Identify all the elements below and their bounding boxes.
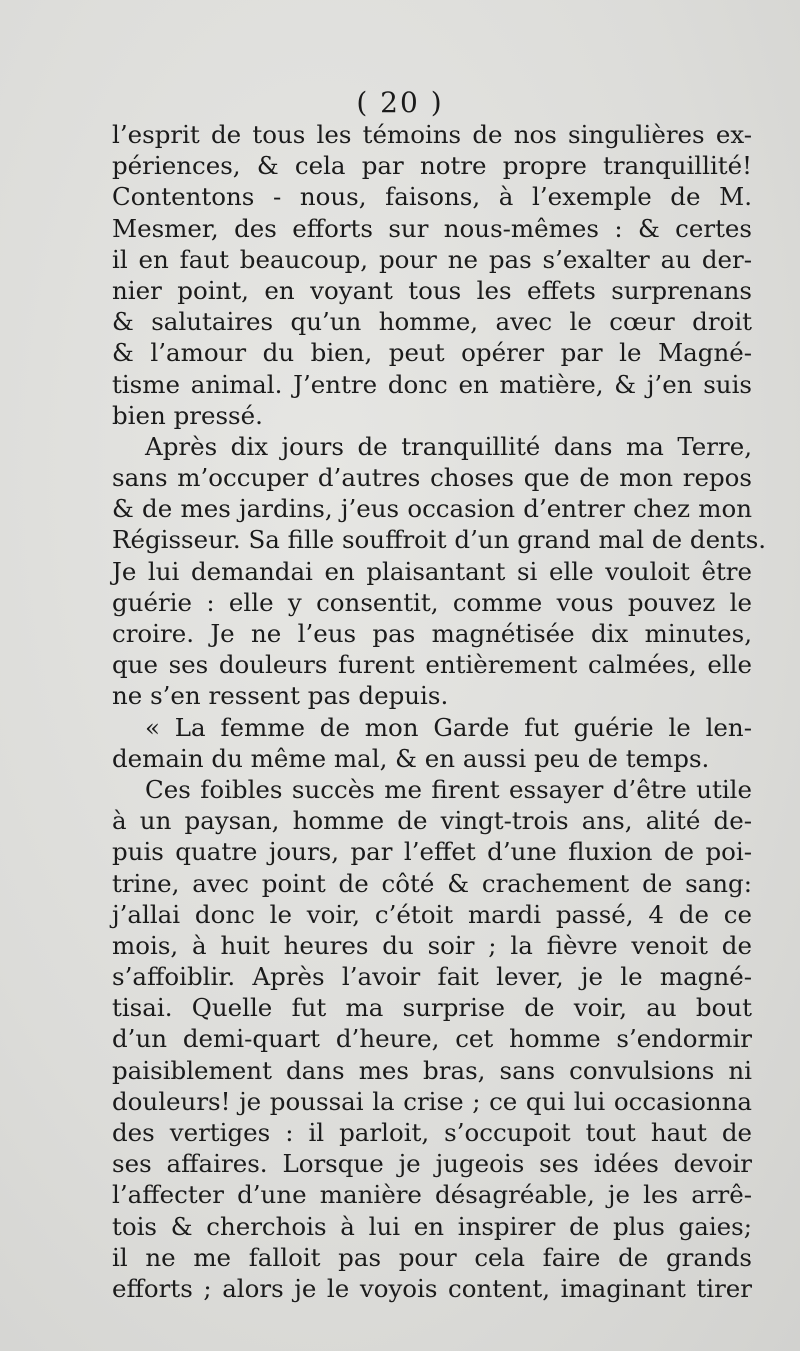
text-line: Je lui demandai en plaisantant si elle vouloit être bbox=[112, 556, 752, 586]
text-line: il ne me falloit pas pour cela faire de grands bbox=[112, 1242, 752, 1272]
text-line: ne s’en ressent pas depuis. bbox=[112, 681, 449, 711]
text-line: & salutaires qu’un homme, avec le cœur droit bbox=[112, 307, 752, 337]
text-line: ses affaires. Lorsque je jugeois ses idées devoir bbox=[112, 1149, 752, 1179]
text-line: bien pressé. bbox=[112, 400, 263, 430]
text-line: des vertiges : il parloit, s’occupoit tout haut de bbox=[112, 1118, 752, 1147]
text-line: il en faut beaucoup, pour ne pas s’exalter au der- bbox=[112, 244, 752, 274]
text-line: Régisseur. Sa fille souffroit d’un grand mal de dents. bbox=[112, 525, 767, 555]
text-line: trine, avec point de côté & crachement de sang: bbox=[112, 868, 752, 898]
text-line: Mesmer, des efforts sur nous-mêmes : & certes bbox=[112, 213, 752, 243]
text-line: Ces foibles succès me firent essayer d’être utile bbox=[145, 774, 752, 804]
text-line: à un paysan, homme de vingt-trois ans, alité de- bbox=[112, 806, 752, 836]
text-line: & l’amour du bien, peut opérer par le Magné- bbox=[112, 338, 752, 368]
text-line: efforts ; alors je le voyois content, imaginant tirer bbox=[112, 1273, 752, 1303]
text-line: d’un demi-quart d’heure, cet homme s’endormir bbox=[112, 1024, 752, 1054]
text-line: Après dix jours de tranquillité dans ma Terre, bbox=[145, 431, 752, 461]
text-line: croire. Je ne l’eus pas magnétisée dix minutes, bbox=[112, 619, 752, 648]
text-line: s’affoiblir. Après l’avoir fait lever, je le magné- bbox=[112, 962, 752, 992]
page-number: ( 20 ) bbox=[356, 86, 444, 119]
text-line: tois & cherchois à lui en inspirer de plus gaies; bbox=[112, 1211, 752, 1241]
text-line: l’affecter d’une manière désagréable, je les arrê- bbox=[112, 1180, 752, 1210]
text-line: & de mes jardins, j’eus occasion d’entrer chez mon bbox=[112, 494, 752, 524]
text-line: que ses douleurs furent entièrement calmées, elle bbox=[112, 650, 752, 680]
text-line: l’esprit de tous les témoins de nos singulières ex- bbox=[112, 120, 752, 149]
body-text bbox=[112, 119, 767, 1304]
text-line: tisai. Quelle fut ma surprise de voir, au bout bbox=[112, 993, 752, 1023]
text-line: sans m’occuper d’autres choses que de mon repos bbox=[112, 463, 752, 493]
text-line: puis quatre jours, par l’effet d’une fluxion de poi- bbox=[112, 837, 752, 867]
text-line: tisme animal. J’entre donc en matière, & j’en suis bbox=[112, 369, 752, 399]
text-line: douleurs! je poussai la crise ; ce qui lui occasionna bbox=[112, 1086, 752, 1116]
text-line: nier point, en voyant tous les effets surprenans bbox=[112, 275, 752, 305]
text-line: « La femme de mon Garde fut guérie le len- bbox=[145, 712, 752, 742]
text-line: demain du même mal, & en aussi peu de temps. bbox=[112, 743, 710, 773]
text-line: mois, à huit heures du soir ; la fièvre venoit de bbox=[112, 930, 752, 960]
text-line: guérie : elle y consentit, comme vous pouvez le bbox=[112, 587, 752, 617]
text-line: paisiblement dans mes bras, sans convulsions ni bbox=[112, 1055, 752, 1085]
text-line: Contentons - nous, faisons, à l’exemple de M. bbox=[112, 182, 752, 212]
text-line: j’allai donc le voir, c’étoit mardi passé, 4 de ce bbox=[112, 899, 752, 929]
text-line: périences, & cela par notre propre tranquillité! bbox=[112, 151, 752, 181]
